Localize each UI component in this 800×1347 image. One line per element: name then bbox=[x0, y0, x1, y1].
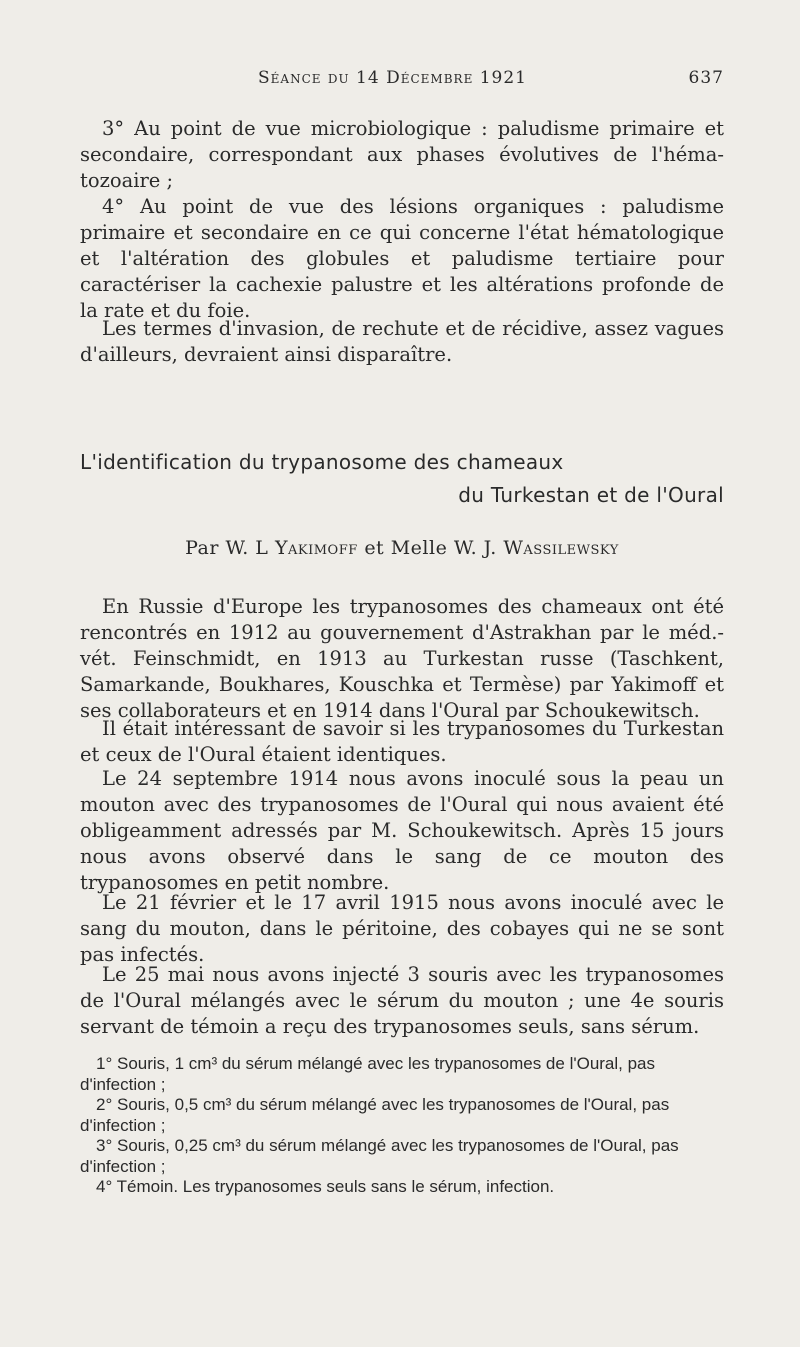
running-title: Séance du 14 Décembre 1921 bbox=[258, 68, 527, 88]
body-paragraph-4: Le 21 février et le 17 avril 1915 nous avons inoculé avec le sang du mouton, dans le péritoine, des cobayes qui ne se sont pas infectés. bbox=[80, 891, 724, 966]
article-title-line-1: L'identification du trypanosome des chameaux bbox=[80, 450, 564, 474]
body-paragraph-1: En Russie d'Europe les trypanosomes des chameaux ont été rencontrés en 1912 au gouvernement d'Astrakhan par le méd.-vét. Feinschmidt, en 1913 au Turkestan russe (Taschkent, Samarkande, Boukhares, Kouschka et Termèse) par Yakimoff et ses collaborateurs et en 1914 dans l'Oural par Schoukewitsch. bbox=[80, 595, 724, 722]
experiment-notes bbox=[80, 1054, 724, 1198]
byline-prefix: Par W. L bbox=[185, 537, 269, 559]
byline bbox=[80, 537, 724, 559]
note-item: 4° Témoin. Les trypanosomes seuls sans le sérum, infection. bbox=[96, 1177, 555, 1196]
note-item: 1° Souris, 1 cm³ du sérum mélangé avec les trypanosomes de l'Oural, pas d'infection ; bbox=[80, 1054, 656, 1094]
intro-paragraph-3: 3° Au point de vue microbiologique : paludisme primaire et secondaire, correspondant aux phases évolutives de l'héma-tozoaire ; bbox=[80, 117, 724, 192]
body-paragraph-2: Il était intéressant de savoir si les trypanosomes du Turkestan et ceux de l'Oural étaient identiques. bbox=[80, 717, 724, 766]
page-number: 637 bbox=[688, 68, 724, 88]
note-item: 2° Souris, 0,5 cm³ du sérum mélangé avec les trypanosomes de l'Oural, pas d'infection ; bbox=[80, 1095, 670, 1135]
author-2: Wassilewsky bbox=[503, 537, 619, 559]
body-paragraph-5: Le 25 mai nous avons injecté 3 souris avec les trypanosomes de l'Oural mélangés avec le sérum du mouton ; une 4e souris servant de témoin a reçu des trypanosomes seuls, sans sérum. bbox=[80, 963, 724, 1038]
byline-mid: et Melle W. J. bbox=[364, 537, 497, 559]
body-paragraph-3: Le 24 septembre 1914 nous avons inoculé sous la peau un mouton avec des trypanosomes de l'Oural qui nous avaient été obligeamment adressés par M. Schoukewitsch. Après 15 jours nous avons observé dans le sang de ce mouton des trypanosomes en petit nombre. bbox=[80, 767, 724, 894]
intro-paragraph-5: Les termes d'invasion, de rechute et de récidive, assez vagues d'ailleurs, devraient ainsi disparaître. bbox=[80, 317, 724, 366]
article-title-line-2: du Turkestan et de l'Oural bbox=[458, 483, 724, 507]
note-item: 3° Souris, 0,25 cm³ du sérum mélangé avec les trypanosomes de l'Oural, pas d'infection ; bbox=[80, 1136, 679, 1176]
intro-paragraph-4: 4° Au point de vue des lésions organiques : paludisme primaire et secondaire en ce qui concerne l'état hématologique et l'altération des globules et paludisme tertiaire pour caractériser la cachexie palustre et les altérations profonde de la rate et du foie. bbox=[80, 195, 724, 322]
author-1: Yakimoff bbox=[274, 537, 358, 559]
